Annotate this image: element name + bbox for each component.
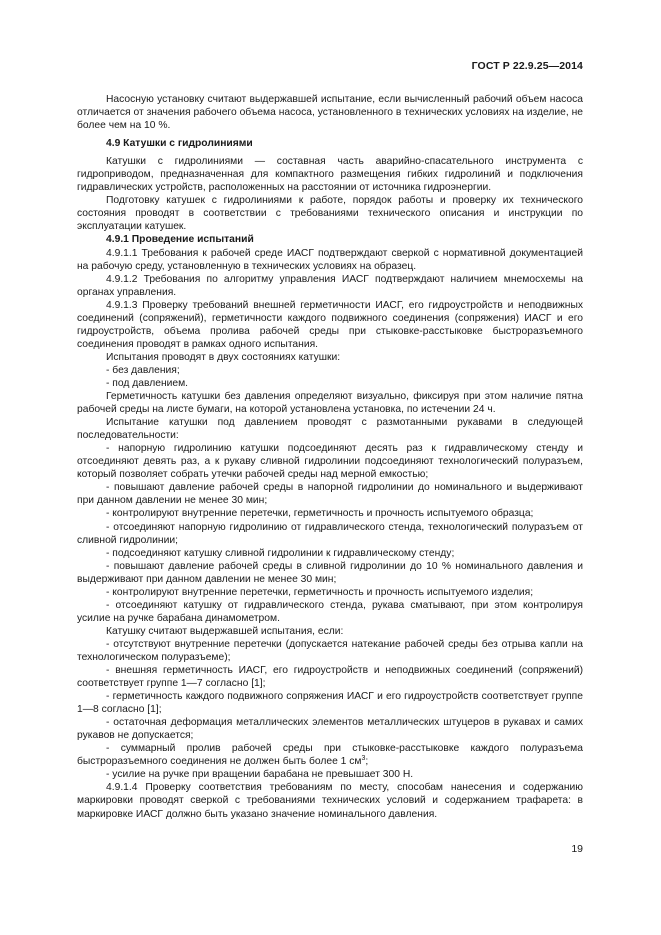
paragraph: Испытания проводят в двух состояниях катушки: [106, 351, 341, 363]
list-item: - остаточная деформация металлических элементов металлических штуцеров в рукавах и самих рукавов не допускается; [77, 717, 583, 742]
list-item: - внешняя герметичность ИАСГ, его гидроустройств и неподвижных соединений (сопряжений) соответствует группе 1—7 согласно [1]; [77, 665, 583, 690]
list-item-punct: ; [365, 756, 369, 768]
list-item: - повышают давление рабочей среды в напорной гидролинии до номинального и выдерживают при данном давлении не менее 30 мин; [77, 482, 583, 507]
list-item: - подсоединяют катушку сливной гидролинии к гидравлическому стенду; [106, 547, 455, 559]
paragraph: Подготовку катушек с гидролиниями к работе, порядок работы и проверку их технического состояния проводят в соответствии с требованиями технического описания и инструкции по эксплуатации катушек. [77, 195, 583, 233]
paragraph: 4.9.1.4 Проверку соответствия требованиям по месту, способам нанесения и содержанию маркировки проводят сверкой с требованиями технических условий и содержанием трафарета: в маркировке ИАСГ должно быть указано значение номинального давления. [77, 782, 583, 820]
list-item: - контролируют внутренние перетечки, герметичность и прочность испытуемого изделия; [106, 586, 534, 598]
page-body [77, 93, 583, 821]
paragraph: 4.9.1.2 Требования по алгоритму управления ИАСГ подтверждают наличием мнемосхемы на органах управления. [77, 273, 583, 298]
list-item: - контролируют внутренние перетечки, герметичность и прочность испытуемого образца; [106, 508, 534, 520]
list-item: - отсоединяют катушку от гидравлического стенда, рукава сматывают, при этом контролируя усилие на ручке барабана динамометром. [77, 599, 583, 624]
list-item: - усилие на ручке при вращении барабана не превышает 300 Н. [106, 769, 414, 781]
list-item: - герметичность каждого подвижного сопряжения ИАСГ и его гидроустройств соответствует группе 1—8 согласно [1]; [77, 691, 583, 716]
list-item: - напорную гидролинию катушки подсоединяют десять раз к гидравлическому стенду и отсоединяют девять раз, а к рукаву сливной гидролинии подсоединяют технологический полуразъем, который позволяет собрать утечки рабочей среды над мерной емкостью; [77, 443, 583, 481]
superscript: 3 [361, 755, 366, 763]
paragraph: 4.9.1.1 Требования к рабочей среде ИАСГ подтверждают сверкой с нормативной документацией на рабочую среду, установленную в технических условиях на образец. [77, 247, 583, 272]
paragraph: Насосную установку считают выдержавшей испытание, если вычисленный рабочий объем насоса отличается от значения рабочего объема насоса, установленного в технических условиях на изделие, не более чем на 10 %. [77, 94, 583, 132]
document-code-header: ГОСТ Р 22.9.25—2014 [471, 60, 583, 72]
section-heading: 4.9 Катушки с гидролиниями [106, 138, 253, 150]
list-item-text: - суммарный пролив рабочей среды при стыковке-расстыковке каждого полуразъема быстроразъемного соединения не должен быть более 1 см [77, 743, 583, 768]
paragraph: Катушку считают выдержавшей испытания, если: [106, 625, 344, 637]
paragraph: Катушки с гидролиниями — составная часть аварийно-спасательного инструмента с гидроприводом, предназначенная для компактного размещения гибких гидролиний и подключения гидравлических устройств, расположенных на расстоянии от источника гидроэнергии. [77, 156, 583, 194]
list-item: - повышают давление рабочей среды в сливной гидролинии до 10 % номинального давления и выдерживают при данном давлении не менее 30 мин; [77, 560, 583, 585]
paragraph: 4.9.1.3 Проверку требований внешней герметичности ИАСГ, его гидроустройств и неподвижных соединений (сопряжений), герметичности каждого подвижного соединения (сопряжения) ИАСГ и его гидроустройств, объема пролива рабочей среды при стыковке-расстыковке быстроразъемного соединения проводят в рамках одного испытания. [77, 299, 583, 350]
list-item: - отсоединяют напорную гидролинию от гидравлического стенда, технологический полуразъем от сливной гидролинии; [77, 521, 583, 546]
paragraph: Герметичность катушки без давления определяют визуально, фиксируя при этом наличие пятна рабочей среды на листе бумаги, на которой установлена установка, по истечении 24 ч. [77, 391, 583, 416]
list-item: - без давления; [106, 364, 180, 376]
list-item [77, 742, 583, 768]
paragraph: Испытание катушки под давлением проводят с размотанными рукавами в следующей последовательности: [77, 417, 583, 442]
list-item: - под давлением. [106, 377, 189, 389]
list-item: - отсутствуют внутренние перетечки (допускается натекание рабочей среды без отрыва капли на технологическом полуразъеме); [77, 638, 583, 663]
page-number: 19 [571, 843, 583, 855]
subsection-heading: 4.9.1 Проведение испытаний [106, 234, 254, 246]
